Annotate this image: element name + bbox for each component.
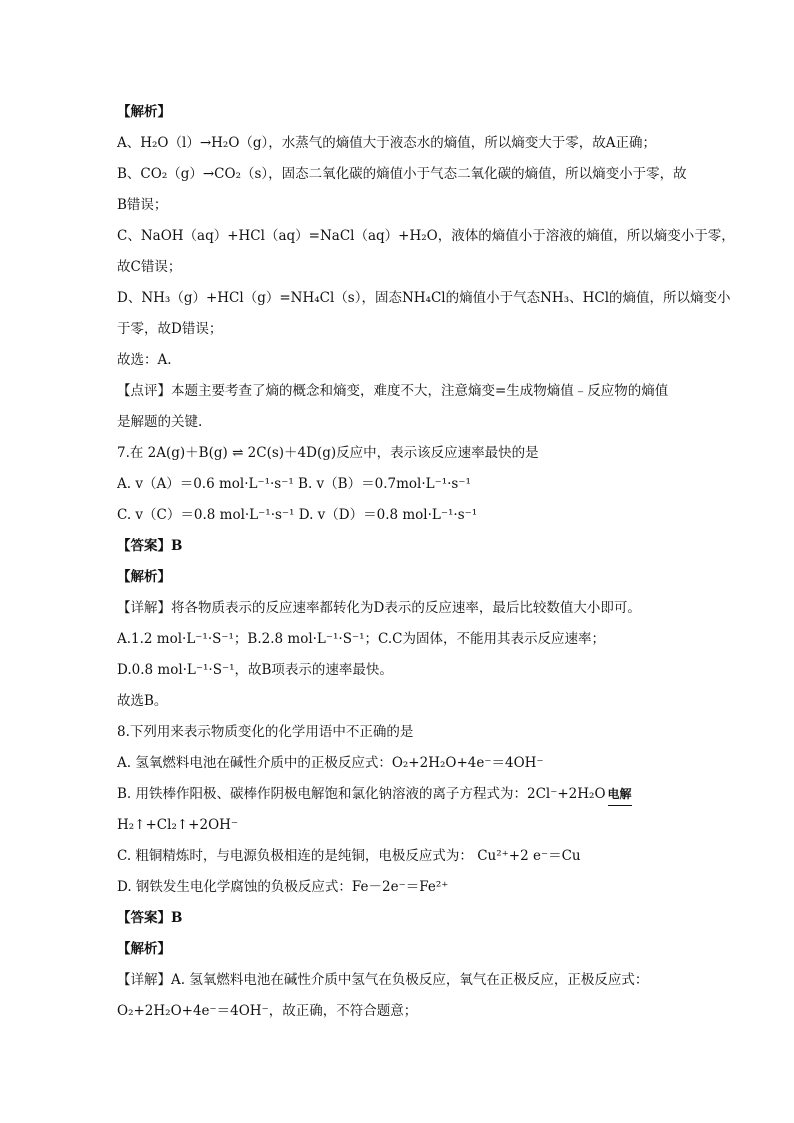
text-line-l03 xyxy=(117,165,687,183)
text-line-content: 故选B。 xyxy=(117,693,168,709)
text-line-l11 xyxy=(117,413,687,431)
text-line-content: 故选：A. xyxy=(117,352,172,368)
text-line-content: 【解析】 xyxy=(117,569,171,585)
text-line-l27 xyxy=(117,909,687,927)
text-line-l25 xyxy=(117,847,687,865)
text-line-l24 xyxy=(117,816,687,834)
text-line-content: 是解题的关键. xyxy=(117,414,203,430)
text-line-l20 xyxy=(117,692,687,710)
text-line-l16 xyxy=(117,568,687,586)
text-line-l09 xyxy=(117,351,687,369)
text-line-l17 xyxy=(117,599,687,617)
text-line-content: C. v（C）＝0.8 mol·L⁻¹·s⁻¹ D. v（D）＝0.8 mol·L⁻¹·s⁻¹ xyxy=(117,507,478,523)
text-line-content: C. 粗铜精炼时，与电源负极相连的是纯铜，电极反应式为： Cu²⁺+2 e⁻＝Cu xyxy=(117,848,581,864)
text-line-l26 xyxy=(117,878,687,896)
text-line-content: D.0.8 mol·L⁻¹·S⁻¹，故B项表示的速率最快。 xyxy=(117,662,393,678)
text-line-content: C、NaOH（aq）+HCl（aq）=NaCl（aq）+H₂O，液体的熵值小于溶液的熵值，所以熵变小于零， xyxy=(117,228,735,244)
text-line-l22 xyxy=(117,754,687,772)
text-line-l13 xyxy=(117,475,687,493)
text-line-content: 【解析】 xyxy=(117,104,171,120)
text-line-l19 xyxy=(117,661,687,679)
text-line-l06 xyxy=(117,258,687,276)
text-line-content: 于零，故D错误； xyxy=(117,321,223,337)
text-line-content: O₂+2H₂O+4e⁻＝4OH⁻，故正确，不符合题意； xyxy=(117,1003,418,1019)
text-line-l07 xyxy=(117,289,731,307)
text-line-l04 xyxy=(117,196,687,214)
text-line-content: 7.在 2A(g)＋B(g) ⇌ 2C(s)＋4D(g)反应中，表示该反应速率最快的是 xyxy=(117,445,539,461)
text-line-content: A.1.2 mol·L⁻¹·S⁻¹；B.2.8 mol·L⁻¹·S⁻¹；C.C为固体，不能用其表示反应速率； xyxy=(117,631,605,647)
electrolysis-condition-label: 电解 xyxy=(607,787,632,801)
text-line-l18 xyxy=(117,630,687,648)
text-line-content: A、H₂O（l）→H₂O（g），水蒸气的熵值大于液态水的熵值，所以熵变大于零，故A正确； xyxy=(117,135,657,151)
text-line-l15 xyxy=(117,537,687,555)
text-line-l01 xyxy=(117,103,687,121)
text-line-content: B. 用铁棒作阳极、碳棒作阴极电解饱和氯化钠溶液的离子方程式为：2Cl⁻+2H₂O xyxy=(117,786,606,802)
text-line-content: 【答案】B xyxy=(117,910,183,926)
text-line-content: H₂↑+Cl₂↑+2OH⁻ xyxy=(117,817,239,833)
text-line-l08 xyxy=(117,320,687,338)
text-line-l21 xyxy=(117,723,687,741)
text-line-content: A. v（A）＝0.6 mol·L⁻¹·s⁻¹ B. v（B）＝0.7mol·L⁻¹·s⁻¹ xyxy=(117,476,471,492)
text-line-content: 8.下列用来表示物质变化的化学用语中不正确的是 xyxy=(117,724,414,740)
text-line-l23 xyxy=(117,785,687,803)
text-line-content: B、CO₂（g）→CO₂（s），固态二氧化碳的熵值小于气态二氧化碳的熵值，所以熵变小于零，故 xyxy=(117,166,687,182)
text-line-content: 【详解】将各物质表示的反应速率都转化为D表示的反应速率，最后比较数值大小即可。 xyxy=(117,600,641,616)
text-line-content: D、NH₃（g）+HCl（g）=NH₄Cl（s），固态NH₄Cl的熵值小于气态NH₃、HCl的熵值，所以熵变小 xyxy=(117,290,731,306)
text-line-content: 【详解】A. 氢氧燃料电池在碱性介质中氢气在负极反应，氧气在正极反应，正极反应式： xyxy=(117,972,649,988)
text-line-l10 xyxy=(117,382,687,400)
text-line-l05 xyxy=(117,227,735,245)
text-line-l12 xyxy=(117,444,687,462)
text-line-content: 【答案】B xyxy=(117,538,183,554)
text-line-content: 【解析】 xyxy=(117,941,171,957)
text-line-l02 xyxy=(117,134,687,152)
text-line-content: 故C错误； xyxy=(117,259,182,275)
text-line-l14 xyxy=(117,506,687,524)
text-line-content: A. 氢氧燃料电池在碱性介质中的正极反应式：O₂+2H₂O+4e⁻＝4OH⁻ xyxy=(117,755,544,771)
text-line-l28 xyxy=(117,940,687,958)
text-line-l30 xyxy=(117,1002,687,1020)
text-line-content: B错误； xyxy=(117,197,168,213)
text-line-content: 【点评】本题主要考查了熵的概念和熵变，难度不大，注意熵变=生成物熵值﹣反应物的熵值 xyxy=(117,383,669,399)
text-line-l29 xyxy=(117,971,687,989)
text-line-content: D. 钢铁发生电化学腐蚀的负极反应式：Fe－2e⁻＝Fe²⁺ xyxy=(117,879,449,895)
